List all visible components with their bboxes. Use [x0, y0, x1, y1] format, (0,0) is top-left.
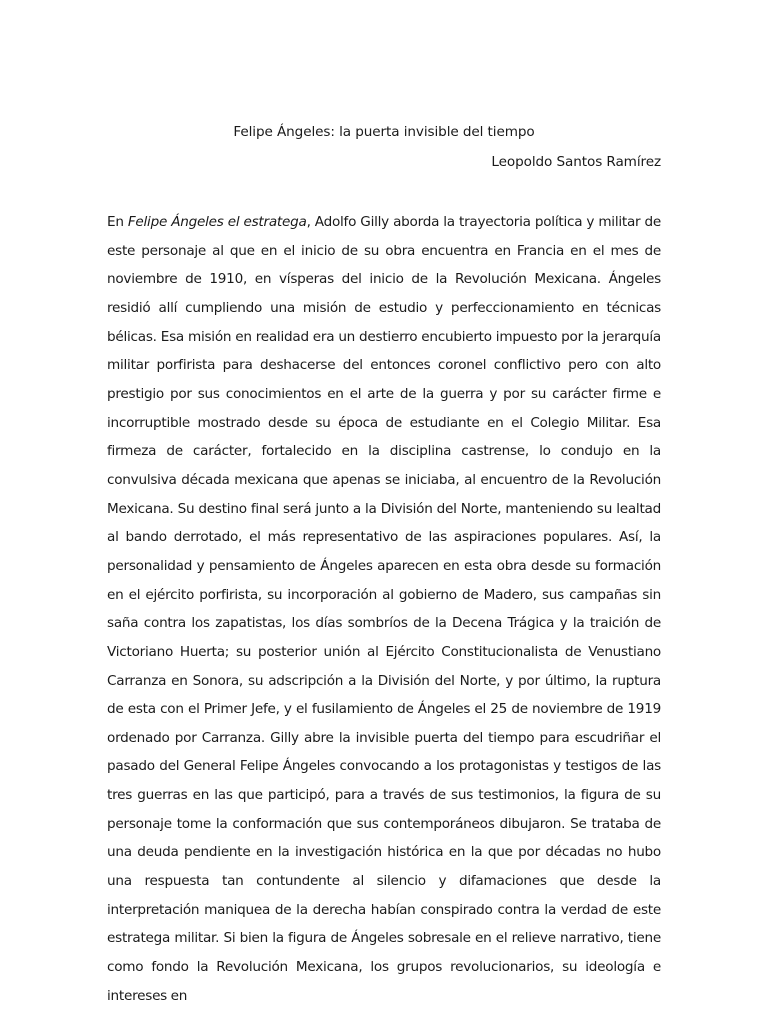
- author-name: Leopoldo Santos Ramírez: [491, 154, 661, 170]
- body-paragraph: [107, 208, 661, 1010]
- document-title: Felipe Ángeles: la puerta invisible del tiempo: [233, 124, 535, 140]
- paragraph-lead: En: [107, 214, 128, 230]
- book-title: Felipe Ángeles el estratega: [127, 214, 307, 230]
- paragraph-text: , Adolfo Gilly aborda la trayectoria política y militar de este personaje al que en el inicio de su obra encuentra en Francia en el mes de noviembre de 1910, en vísperas del inicio de la Revolución Mexicana. Ángeles residió allí cumpliendo una misión de estudio y perfeccionamiento en técnicas bélicas. Esa misión en realidad era un destierro encubierto impuesto por la jerarquía militar porfirista para deshacerse del entonces coronel conflictivo pero con alto prestigio por sus conocimientos en el arte de la guerra y por su carácter firme e incorruptible mostrado desde su época de estudiante en el Colegio Militar. Esa firmeza de carácter, fortalecido en la disciplina castrense, lo condujo en la convulsiva década mexicana que apenas se iniciaba, al encuentro de la Revolución Mexicana. Su destino final será junto a la División del Norte, manteniendo su lealtad al bando derrotado, el más representativo de las aspiraciones populares. Así, la personalidad y pensamiento de Ángeles aparecen en esta obra desde su formación en el ejército porfirista, su incorporación al gobierno de Madero, sus campañas sin saña contra los zapatistas, los días sombríos de la Decena Trágica y la traición de Victoriano Huerta; su posterior unión al Ejército Constitucionalista de Venustiano Carranza en Sonora, su adscripción a la División del Norte, y por último, la ruptura de esta con el Primer Jefe, y el fusilamiento de Ángeles el 25 de noviembre de 1919 ordenado por Carranza. Gilly abre la invisible puerta del tiempo para escudriñar el pasado del General Felipe Ángeles convocando a los protagonistas y testigos de las tres guerras en las que participó, para a través de sus testimonios, la figura de su personaje tome la conformación que sus contemporáneos dibujaron. Se trataba de una deuda pendiente en la investigación histórica en la que por décadas no hubo una respuesta tan contundente al silencio y difamaciones que desde la interpretación maniquea de la derecha habían conspirado contra la verdad de este estratega militar. Si bien la figura de Ángeles sobresale en el relieve narrativo, tiene como fondo la Revolución Mexicana, los grupos revolucionarios, su ideología e intereses en: [107, 214, 662, 1004]
